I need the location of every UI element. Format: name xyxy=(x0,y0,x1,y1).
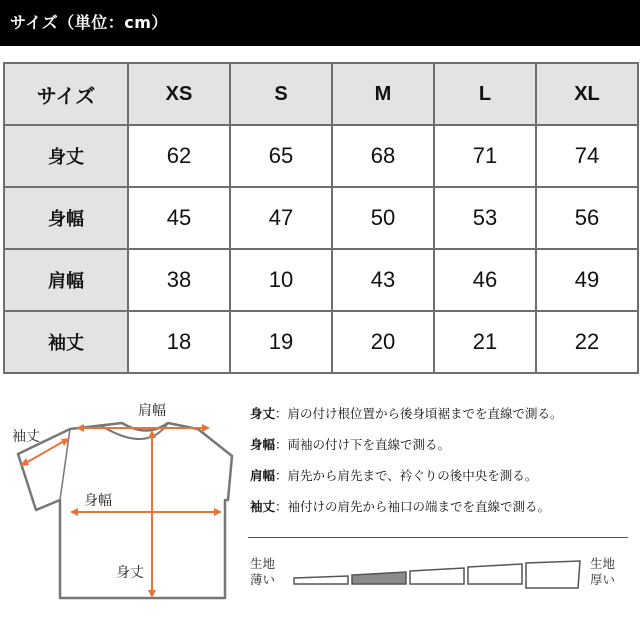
table-cell: 50 xyxy=(332,187,434,249)
thin-label: 生地 薄い xyxy=(250,556,276,587)
measurement-notes xyxy=(250,406,635,530)
header-cell-xs: XS xyxy=(128,63,230,125)
note-width: 身幅：両袖の付け下を直線で測る。 xyxy=(250,437,451,452)
thickness-scale xyxy=(290,560,586,594)
table-cell: 49 xyxy=(536,249,638,311)
table-row xyxy=(4,311,638,373)
table-cell: 47 xyxy=(230,187,332,249)
table-cell: 65 xyxy=(230,125,332,187)
table-cell: 22 xyxy=(536,311,638,373)
table-cell: 45 xyxy=(128,187,230,249)
note-sleeve: 袖丈：袖付けの肩先から袖口の端までを直線で測る。 xyxy=(250,499,551,514)
table-cell: 68 xyxy=(332,125,434,187)
section-divider xyxy=(248,537,628,538)
row-label-width: 身幅 xyxy=(4,187,128,249)
table-cell: 38 xyxy=(128,249,230,311)
header-cell-xl: XL xyxy=(536,63,638,125)
thickness-step-4 xyxy=(468,564,522,584)
size-table xyxy=(3,62,639,374)
row-label-sleeve: 袖丈 xyxy=(4,311,128,373)
table-cell: 74 xyxy=(536,125,638,187)
table-cell: 46 xyxy=(434,249,536,311)
tshirt-diagram xyxy=(0,392,240,640)
length-label: 身丈 xyxy=(116,565,144,581)
width-label: 身幅 xyxy=(84,493,112,509)
page-header xyxy=(0,0,640,46)
header-cell-m: M xyxy=(332,63,434,125)
thickness-step-5 xyxy=(526,561,580,588)
thickness-step-1 xyxy=(294,576,348,584)
shoulder-label: 肩幅 xyxy=(138,403,166,419)
table-row xyxy=(4,249,638,311)
table-cell: 43 xyxy=(332,249,434,311)
note-length: 身丈：肩の付け根位置から後身頃裾までを直線で測る。 xyxy=(250,406,563,421)
table-cell: 56 xyxy=(536,187,638,249)
table-cell: 18 xyxy=(128,311,230,373)
header-cell-size: サイズ xyxy=(4,63,128,125)
table-cell: 20 xyxy=(332,311,434,373)
row-label-length: 身丈 xyxy=(4,125,128,187)
table-cell: 10 xyxy=(230,249,332,311)
thick-label: 生地 厚い xyxy=(590,556,616,587)
table-header-row xyxy=(4,63,638,125)
note-shoulder: 肩幅：肩先から肩先まで、衿ぐりの後中央を測る。 xyxy=(250,468,538,483)
table-cell: 71 xyxy=(434,125,536,187)
table-cell: 19 xyxy=(230,311,332,373)
header-title: サイズ（単位：cm） xyxy=(10,13,168,32)
table-row xyxy=(4,187,638,249)
thickness-step-2 xyxy=(352,572,406,584)
table-cell: 21 xyxy=(434,311,536,373)
header-cell-s: S xyxy=(230,63,332,125)
thickness-step-3 xyxy=(410,568,464,584)
sleeve-label: 袖丈 xyxy=(12,429,40,445)
header-cell-l: L xyxy=(434,63,536,125)
table-row xyxy=(4,125,638,187)
row-label-shoulder: 肩幅 xyxy=(4,249,128,311)
table-cell: 62 xyxy=(128,125,230,187)
table-cell: 53 xyxy=(434,187,536,249)
